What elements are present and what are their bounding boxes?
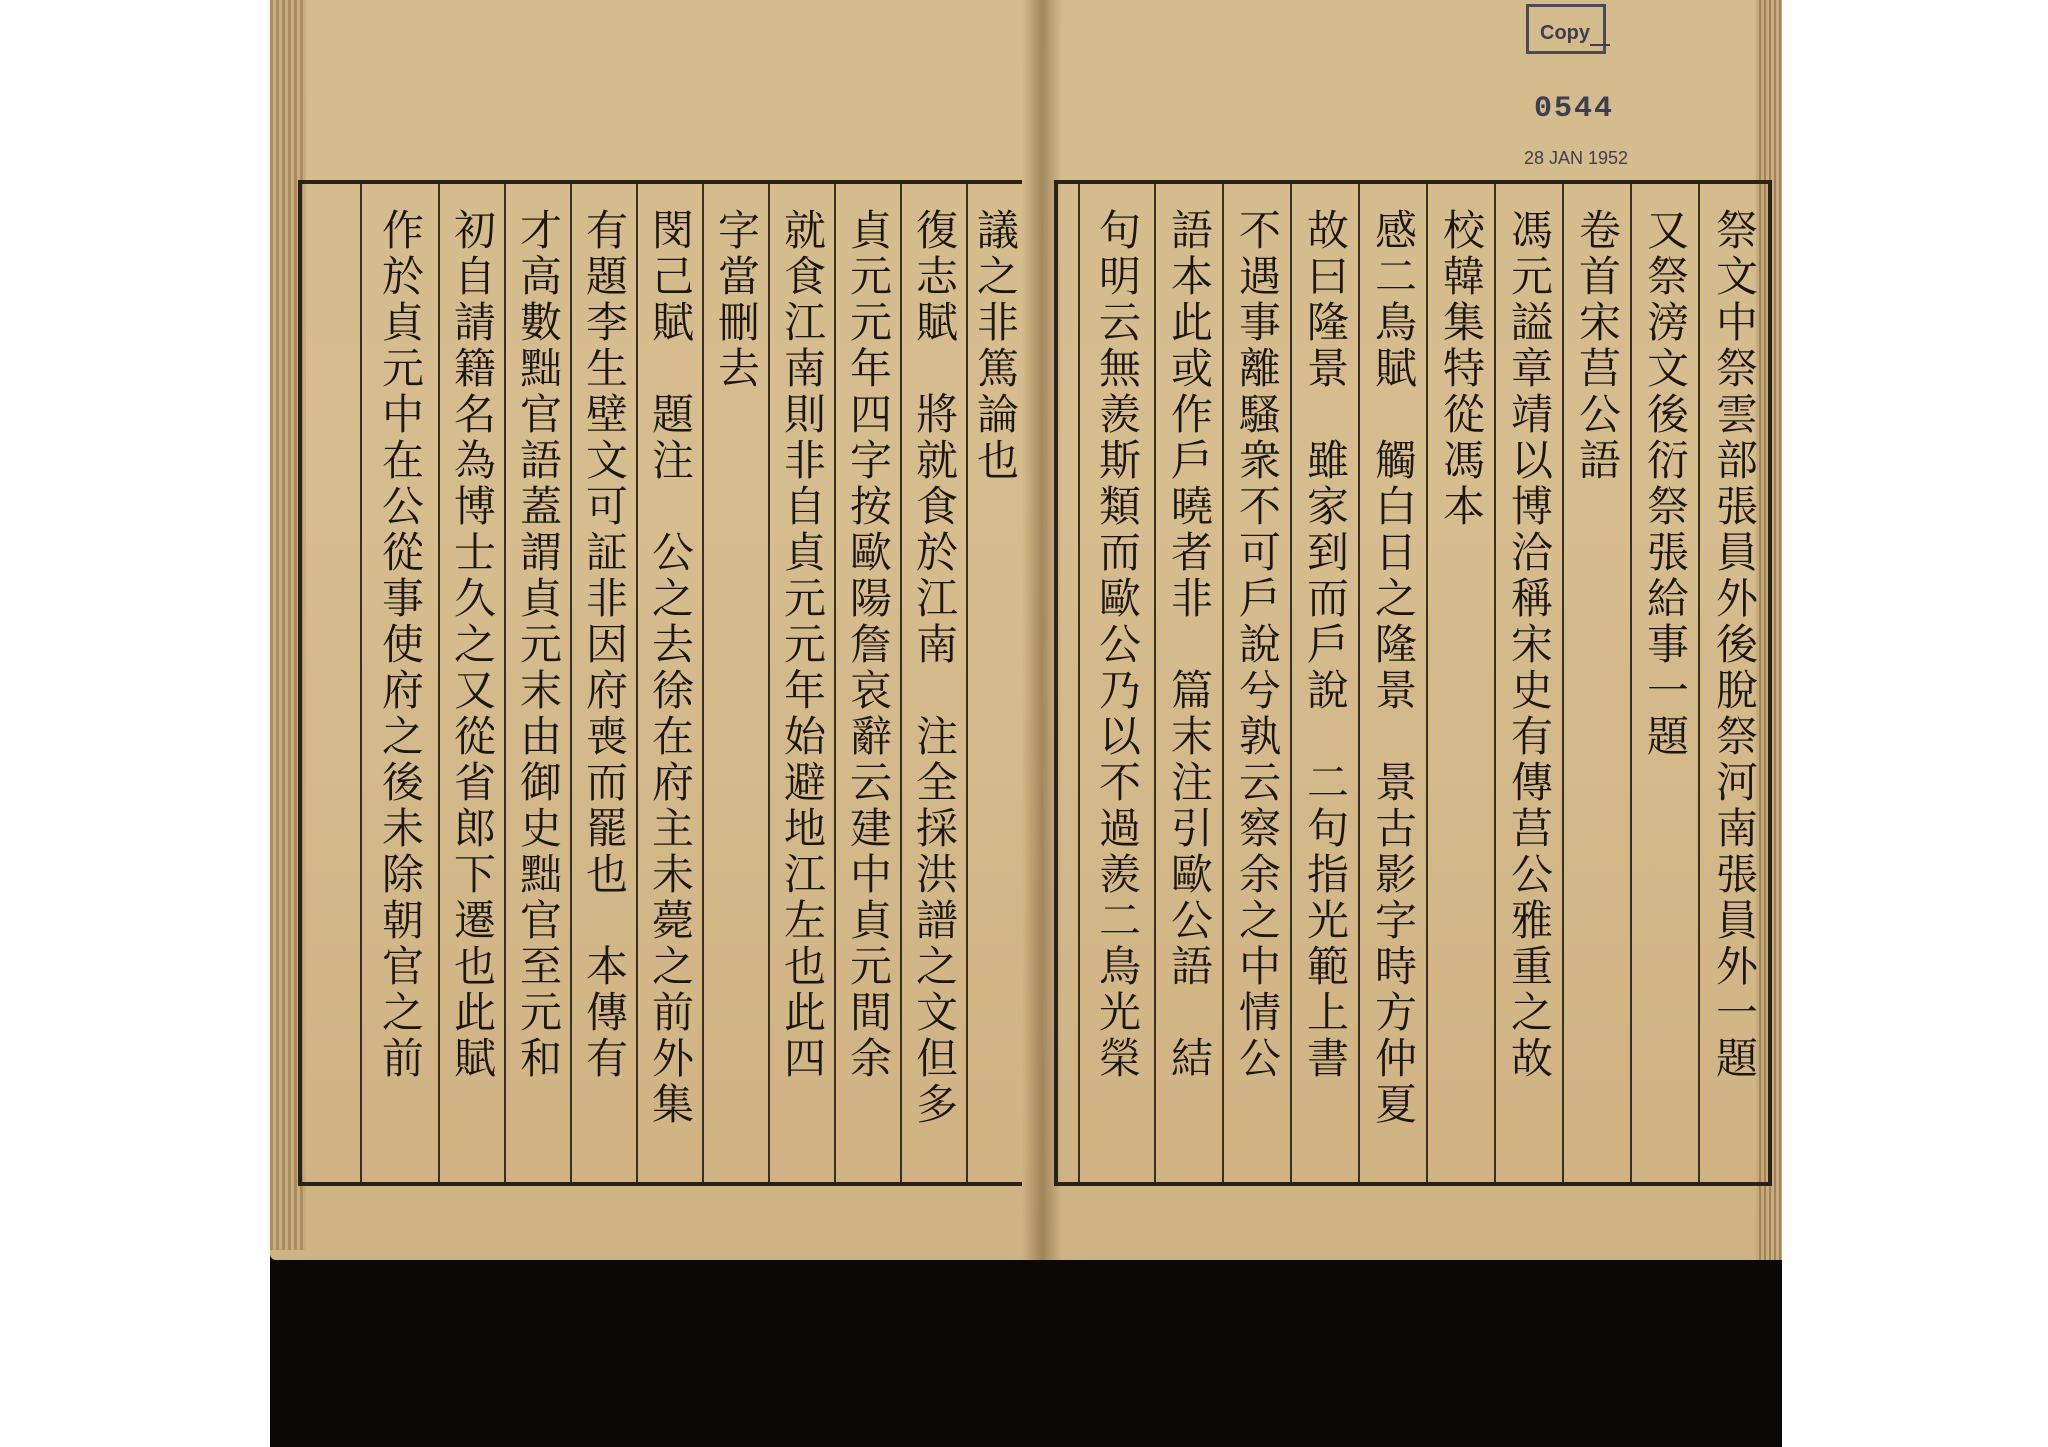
text-column: 閔己賦 題注 公之去徐在府主未薨之前外集 xyxy=(636,184,702,1182)
copy-stamp-line xyxy=(1590,44,1610,46)
text-column: 作於貞元中在公從事使府之後未除朝官之前 xyxy=(360,184,438,1182)
text-column: 校韓集特從馮本 xyxy=(1426,184,1494,1182)
text-column: 字當刪去 xyxy=(702,184,768,1182)
date-stamp: 28 JAN 1952 xyxy=(1524,148,1629,168)
left-text-frame xyxy=(298,180,1022,1186)
text-column: 初自請籍名為博士久之又從省郎下遷也此賦 xyxy=(438,184,504,1182)
text-column: 議之非篤論也 xyxy=(966,184,1022,1182)
scan-bottom-shadow xyxy=(270,1260,1782,1447)
text-column: 貞元元年四字按歐陽詹哀辭云建中貞元間余 xyxy=(834,184,900,1182)
book-scan xyxy=(270,0,1782,1447)
text-column: 馮元謚章靖以博洽稱宋史有傳莒公雅重之故 xyxy=(1494,184,1562,1182)
text-column: 故曰隆景 雖家到而戶說 二句指光範上書 xyxy=(1290,184,1358,1182)
text-column: 祭文中祭雲部張員外後脫祭河南張員外一題 xyxy=(1698,184,1768,1182)
copy-stamp-label: Copy xyxy=(1540,22,1590,44)
text-column: 復志賦 將就食於江南 注全採洪譜之文但多 xyxy=(900,184,966,1182)
right-text-frame xyxy=(1054,180,1772,1186)
accession-number-stamp: 0544 xyxy=(1534,92,1615,126)
text-column: 有題李生壁文可証非因府喪而罷也 本傳有 xyxy=(570,184,636,1182)
text-column: 不遇事離騷衆不可戶說兮孰云察余之中情公 xyxy=(1222,184,1290,1182)
text-column: 就食江南則非自貞元元年始避地江左也此四 xyxy=(768,184,834,1182)
text-column: 語本此或作戶曉者非 篇末注引歐公語 結 xyxy=(1154,184,1222,1182)
text-column: 句明云無羨斯類而歐公乃以不過羨二鳥光榮 xyxy=(1078,184,1154,1182)
text-column: 才高數黜官語蓋謂貞元末由御史黜官至元和 xyxy=(504,184,570,1182)
text-column: 卷首宋莒公語 xyxy=(1562,184,1630,1182)
text-column: 感二鳥賦 觸白日之隆景 景古影字時方仲夏 xyxy=(1358,184,1426,1182)
text-column: 又祭滂文後衍祭張給事一題 xyxy=(1630,184,1698,1182)
left-page xyxy=(270,0,1040,1260)
